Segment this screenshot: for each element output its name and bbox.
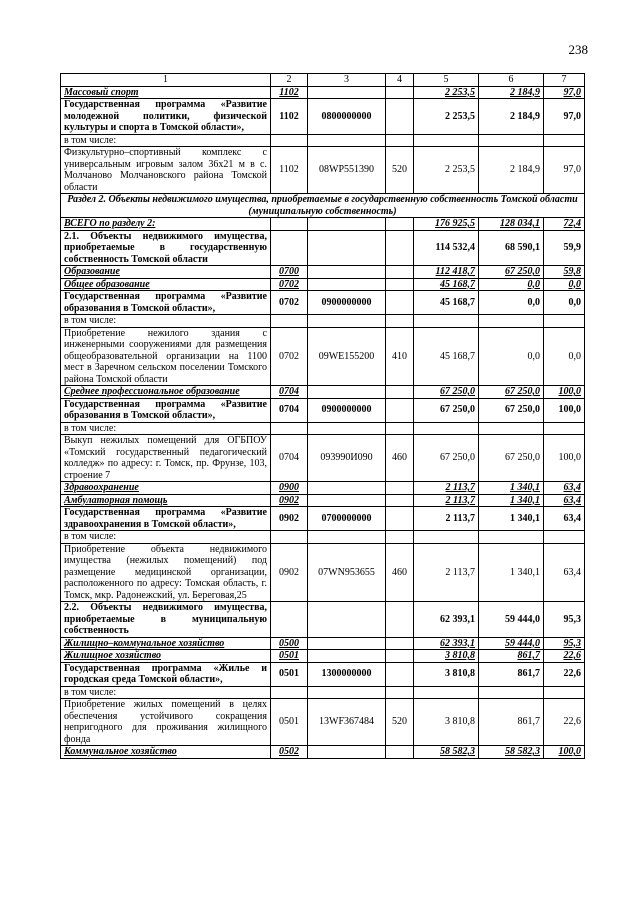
target-article-code: 07WN953655	[308, 543, 386, 602]
execution-percent: 0,0	[544, 291, 585, 315]
expense-type-code	[386, 230, 414, 266]
row-name: Амбулаторная помощь	[61, 494, 271, 507]
execution-percent: 63,4	[544, 482, 585, 495]
executed-amount: 2 184,9	[479, 99, 544, 135]
planned-amount: 2 113,7	[414, 482, 479, 495]
executed-amount: 128 034,1	[479, 218, 544, 231]
section-code: 0501	[271, 662, 308, 686]
table-row	[61, 422, 585, 435]
target-article-code	[308, 315, 386, 328]
execution-percent	[544, 134, 585, 147]
target-article-code: 0700000000	[308, 507, 386, 531]
expense-type-code	[386, 218, 414, 231]
row-name: Приобретение жилых помещений в целях обеспечения устойчивого сокращения непригодного для проживания жилищного фонда	[61, 699, 271, 746]
budget-table	[60, 73, 585, 759]
table-row	[61, 147, 585, 194]
section-title: Раздел 2. Объекты недвижимого имущества, приобретаемые в государственную собственность Томской области (муниципальную собственность)	[61, 194, 585, 218]
section-code: 0700	[271, 266, 308, 279]
execution-percent: 63,4	[544, 494, 585, 507]
planned-amount: 114 532,4	[414, 230, 479, 266]
planned-amount: 67 250,0	[414, 386, 479, 399]
table-row	[61, 278, 585, 291]
expense-type-code: 410	[386, 327, 414, 386]
expense-type-code	[386, 99, 414, 135]
section-code: 0902	[271, 494, 308, 507]
executed-amount: 67 250,0	[479, 435, 544, 482]
expense-type-code	[386, 86, 414, 99]
table-row	[61, 327, 585, 386]
section-code	[271, 686, 308, 699]
table-row	[61, 602, 585, 638]
section-code: 0900	[271, 482, 308, 495]
table-row	[61, 230, 585, 266]
execution-percent: 100,0	[544, 435, 585, 482]
target-article-code: 1300000000	[308, 662, 386, 686]
row-name: Здравоохранение	[61, 482, 271, 495]
executed-amount: 58 582,3	[479, 746, 544, 759]
row-name: Государственная программа «Развитие здравоохранения в Томской области»,	[61, 507, 271, 531]
row-name: Приобретение объекта недвижимого имущества (нежилых помещений) под размещение медицинской организации, расположенного по адресу: Томская область, г. Томск, мкр. Радонежский, ул. Береговая,25	[61, 543, 271, 602]
table-row	[61, 746, 585, 759]
target-article-code: 0900000000	[308, 398, 386, 422]
target-article-code	[308, 686, 386, 699]
table-row	[61, 99, 585, 135]
planned-amount	[414, 686, 479, 699]
executed-amount: 59 444,0	[479, 637, 544, 650]
table-row	[61, 637, 585, 650]
planned-amount: 62 393,1	[414, 602, 479, 638]
expense-type-code	[386, 637, 414, 650]
target-article-code	[308, 278, 386, 291]
table-row	[61, 386, 585, 399]
section-code: 0704	[271, 386, 308, 399]
target-article-code	[308, 86, 386, 99]
expense-type-code: 460	[386, 435, 414, 482]
executed-amount: 1 340,1	[479, 543, 544, 602]
executed-amount: 1 340,1	[479, 494, 544, 507]
planned-amount: 45 168,7	[414, 327, 479, 386]
row-name: Коммунальное хозяйство	[61, 746, 271, 759]
section-code	[271, 218, 308, 231]
row-name: Государственная программа «Жилье и городская среда Томской области»,	[61, 662, 271, 686]
expense-type-code	[386, 686, 414, 699]
row-name: в том числе:	[61, 134, 271, 147]
row-name: Государственная программа «Развитие молодежной политики, физической культуры и спорта в Томской области»,	[61, 99, 271, 135]
target-article-code	[308, 386, 386, 399]
section-code: 1102	[271, 147, 308, 194]
section-code: 0502	[271, 746, 308, 759]
section-code	[271, 315, 308, 328]
table-row	[61, 662, 585, 686]
executed-amount: 861,7	[479, 662, 544, 686]
executed-amount	[479, 134, 544, 147]
expense-type-code: 460	[386, 543, 414, 602]
expense-type-code	[386, 531, 414, 544]
table-row	[61, 86, 585, 99]
section-code: 0702	[271, 327, 308, 386]
page-number: 238	[568, 42, 588, 57]
row-name: Среднее профессиональное образование	[61, 386, 271, 399]
planned-amount: 62 393,1	[414, 637, 479, 650]
table-row	[61, 398, 585, 422]
expense-type-code	[386, 746, 414, 759]
expense-type-code	[386, 291, 414, 315]
planned-amount: 45 168,7	[414, 291, 479, 315]
section-code	[271, 134, 308, 147]
expense-type-code	[386, 662, 414, 686]
expense-type-code	[386, 134, 414, 147]
target-article-code	[308, 602, 386, 638]
section-header-row	[61, 194, 585, 218]
execution-percent: 97,0	[544, 147, 585, 194]
section-code: 0501	[271, 699, 308, 746]
executed-amount: 0,0	[479, 327, 544, 386]
target-article-code	[308, 650, 386, 663]
executed-amount: 67 250,0	[479, 266, 544, 279]
column-number: 7	[544, 74, 585, 87]
row-name: в том числе:	[61, 422, 271, 435]
section-code: 1102	[271, 86, 308, 99]
expense-type-code: 520	[386, 699, 414, 746]
section-code	[271, 230, 308, 266]
execution-percent: 63,4	[544, 507, 585, 531]
expense-type-code	[386, 482, 414, 495]
table-row	[61, 699, 585, 746]
section-code	[271, 602, 308, 638]
expense-type-code	[386, 602, 414, 638]
planned-amount: 2 253,5	[414, 99, 479, 135]
target-article-code: 0900000000	[308, 291, 386, 315]
target-article-code: 0800000000	[308, 99, 386, 135]
row-name: Выкуп нежилых помещений для ОГБПОУ «Томский государственный педагогический колледж» по адресу: г. Томск, пр. Фрунзе, 103, строение 7	[61, 435, 271, 482]
execution-percent: 0,0	[544, 327, 585, 386]
row-name: Жилищно–коммунальное хозяйство	[61, 637, 271, 650]
executed-amount	[479, 686, 544, 699]
row-name: в том числе:	[61, 315, 271, 328]
section-code: 0704	[271, 435, 308, 482]
execution-percent	[544, 686, 585, 699]
planned-amount	[414, 315, 479, 328]
row-name: Физкультурно–спортивный комплекс с универсальным игровым залом 36х21 м в с. Молчаново Молчановского района Томской области	[61, 147, 271, 194]
planned-amount: 176 925,5	[414, 218, 479, 231]
target-article-code: 093990И090	[308, 435, 386, 482]
execution-percent: 100,0	[544, 746, 585, 759]
row-name: Государственная программа «Развитие образования в Томской области»,	[61, 398, 271, 422]
section-code	[271, 422, 308, 435]
planned-amount: 2 113,7	[414, 494, 479, 507]
executed-amount: 861,7	[479, 650, 544, 663]
target-article-code: 13WF367484	[308, 699, 386, 746]
column-number: 4	[386, 74, 414, 87]
target-article-code: 09WE155200	[308, 327, 386, 386]
execution-percent	[544, 315, 585, 328]
planned-amount: 67 250,0	[414, 435, 479, 482]
table-row	[61, 218, 585, 231]
expense-type-code	[386, 315, 414, 328]
row-name: Приобретение нежилого здания с инженерными сооружениями для размещения общеобразовательной организации на 1100 мест в Заречном сельском поселении Томского района Томской области	[61, 327, 271, 386]
section-code: 0902	[271, 543, 308, 602]
planned-amount	[414, 422, 479, 435]
executed-amount: 2 184,9	[479, 147, 544, 194]
executed-amount	[479, 531, 544, 544]
execution-percent: 0,0	[544, 278, 585, 291]
execution-percent: 97,0	[544, 99, 585, 135]
table-row	[61, 266, 585, 279]
planned-amount: 2 253,5	[414, 147, 479, 194]
target-article-code	[308, 531, 386, 544]
planned-amount: 3 810,8	[414, 662, 479, 686]
execution-percent: 63,4	[544, 543, 585, 602]
execution-percent: 95,3	[544, 602, 585, 638]
section-code: 0501	[271, 650, 308, 663]
execution-percent: 100,0	[544, 398, 585, 422]
row-name: Образование	[61, 266, 271, 279]
row-name: 2.1. Объекты недвижимого имущества, приобретаемые в государственную собственность Томской области	[61, 230, 271, 266]
row-name: 2.2. Объекты недвижимого имущества, приобретаемые в муниципальную собственность	[61, 602, 271, 638]
executed-amount: 861,7	[479, 699, 544, 746]
planned-amount: 2 253,5	[414, 86, 479, 99]
row-name: Массовый спорт	[61, 86, 271, 99]
target-article-code	[308, 230, 386, 266]
executed-amount: 59 444,0	[479, 602, 544, 638]
table-row	[61, 543, 585, 602]
column-number: 2	[271, 74, 308, 87]
planned-amount: 112 418,7	[414, 266, 479, 279]
target-article-code	[308, 266, 386, 279]
expense-type-code: 520	[386, 147, 414, 194]
target-article-code	[308, 482, 386, 495]
executed-amount: 67 250,0	[479, 386, 544, 399]
expense-type-code	[386, 266, 414, 279]
table-row	[61, 435, 585, 482]
execution-percent: 22,6	[544, 699, 585, 746]
executed-amount: 68 590,1	[479, 230, 544, 266]
column-number: 6	[479, 74, 544, 87]
row-name: в том числе:	[61, 686, 271, 699]
planned-amount: 67 250,0	[414, 398, 479, 422]
executed-amount: 1 340,1	[479, 507, 544, 531]
table-row	[61, 315, 585, 328]
target-article-code	[308, 746, 386, 759]
row-name: Общее образование	[61, 278, 271, 291]
target-article-code	[308, 218, 386, 231]
executed-amount: 0,0	[479, 291, 544, 315]
row-name: Государственная программа «Развитие образования в Томской области»,	[61, 291, 271, 315]
executed-amount	[479, 422, 544, 435]
column-number: 5	[414, 74, 479, 87]
expense-type-code	[386, 278, 414, 291]
expense-type-code	[386, 650, 414, 663]
expense-type-code	[386, 386, 414, 399]
execution-percent	[544, 531, 585, 544]
target-article-code	[308, 134, 386, 147]
section-code: 1102	[271, 99, 308, 135]
column-number: 1	[61, 74, 271, 87]
table-row	[61, 134, 585, 147]
planned-amount: 3 810,8	[414, 699, 479, 746]
execution-percent: 72,4	[544, 218, 585, 231]
table-row	[61, 650, 585, 663]
planned-amount: 2 113,7	[414, 507, 479, 531]
section-code	[271, 531, 308, 544]
expense-type-code	[386, 398, 414, 422]
section-code: 0500	[271, 637, 308, 650]
execution-percent: 59,8	[544, 266, 585, 279]
section-code: 0702	[271, 278, 308, 291]
target-article-code	[308, 637, 386, 650]
planned-amount	[414, 134, 479, 147]
executed-amount: 0,0	[479, 278, 544, 291]
executed-amount: 2 184,9	[479, 86, 544, 99]
section-code: 0702	[271, 291, 308, 315]
target-article-code	[308, 422, 386, 435]
expense-type-code	[386, 494, 414, 507]
column-number-row	[61, 74, 585, 87]
table-row	[61, 482, 585, 495]
row-name: в том числе:	[61, 531, 271, 544]
planned-amount: 3 810,8	[414, 650, 479, 663]
planned-amount: 2 113,7	[414, 543, 479, 602]
planned-amount	[414, 531, 479, 544]
planned-amount: 45 168,7	[414, 278, 479, 291]
executed-amount: 67 250,0	[479, 398, 544, 422]
expense-type-code	[386, 422, 414, 435]
target-article-code	[308, 494, 386, 507]
table-row	[61, 494, 585, 507]
execution-percent: 95,3	[544, 637, 585, 650]
table-row	[61, 686, 585, 699]
executed-amount	[479, 315, 544, 328]
row-name: ВСЕГО по разделу 2:	[61, 218, 271, 231]
execution-percent: 97,0	[544, 86, 585, 99]
executed-amount: 1 340,1	[479, 482, 544, 495]
table-row	[61, 507, 585, 531]
row-name: Жилищное хозяйство	[61, 650, 271, 663]
section-code: 0704	[271, 398, 308, 422]
expense-type-code	[386, 507, 414, 531]
column-number: 3	[308, 74, 386, 87]
table-row	[61, 291, 585, 315]
execution-percent: 22,6	[544, 650, 585, 663]
planned-amount: 58 582,3	[414, 746, 479, 759]
execution-percent: 22,6	[544, 662, 585, 686]
section-code: 0902	[271, 507, 308, 531]
execution-percent: 100,0	[544, 386, 585, 399]
execution-percent: 59,9	[544, 230, 585, 266]
execution-percent	[544, 422, 585, 435]
table-row	[61, 531, 585, 544]
target-article-code: 08WP551390	[308, 147, 386, 194]
